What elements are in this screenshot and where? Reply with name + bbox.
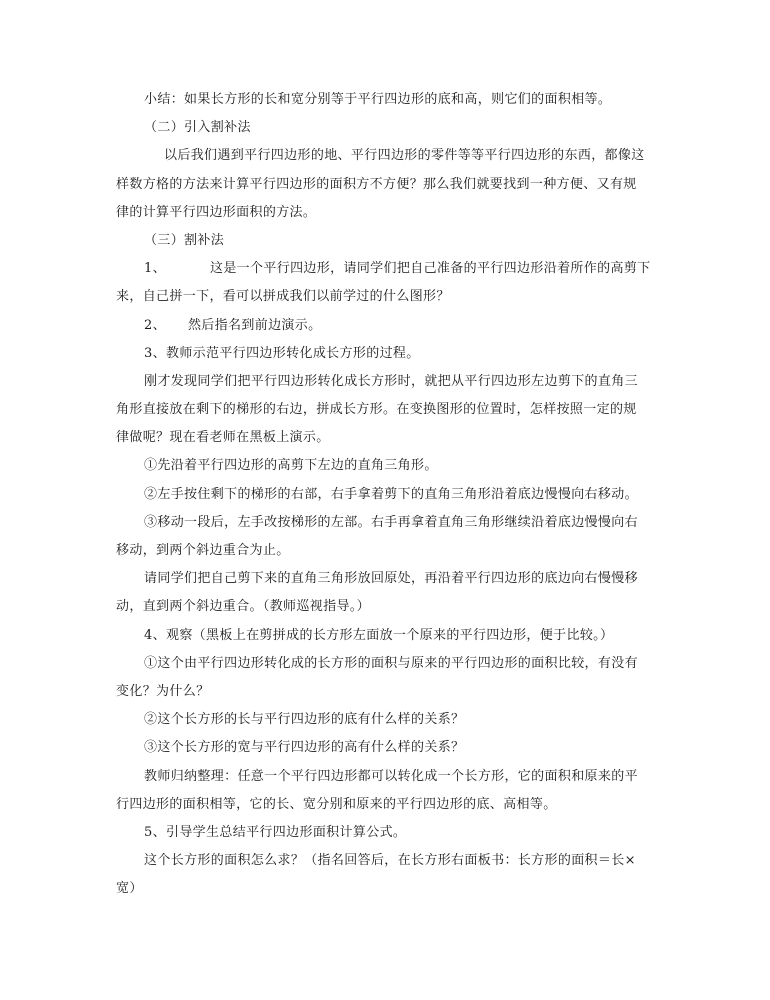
text-span: 以后我们遇到平行四边形的地、平行四边形的零件等等平行四边形的东西，都像这 [164,148,645,164]
text-span: 这个长方形的面积怎么求？（指名回答后，在长方形右面板书：长方形的面积＝长× [144,853,636,869]
text-span: 变化？为什么？ [116,683,210,699]
text-span: 小结：如果长方形的长和宽分别等于平行四边形的底和高，则它们的面积相等。 [144,92,612,107]
text-span: ①这个由平行四边形转化成的长方形的面积与原来的平行四边形的面积比较，有没有 [144,655,638,671]
list-item-2 [116,312,656,340]
paragraph-line [116,368,656,396]
document-body [116,86,656,903]
question-item [116,650,656,678]
text-span: 样数方格的方法来计算平行四边形的面积方不方便？那么我们就要找到一种方便、又有规 [116,176,637,192]
text-span: （二）引入割补法 [144,120,251,136]
text-span: ③这个长方形的宽与平行四边形的高有什么样的关系？ [144,740,465,756]
question-item [116,706,656,734]
text-span: （三）割补法 [144,232,225,248]
step-item [116,481,656,509]
list-item-5 [116,819,656,847]
text-span: 然后指名到前边演示。 [187,317,322,333]
text-span: 宽） [116,881,143,897]
paragraph-line [116,791,656,819]
list-item-4 [116,622,656,650]
text-span: 教师归纳整理：任意一个平行四边形都可以转化成一个长方形，它的面积和原来的平 [144,768,638,784]
text-span: 5、引导学生总结平行四边形面积计算公式。 [144,824,407,840]
text-span: 请同学们把自己剪下来的直角三角形放回原处，再沿着平行四边形的底边向右慢慢移 [144,571,638,587]
list-number: 2、 [144,317,166,333]
text-span: 律做呢？现在看老师在黑板上演示。 [116,430,330,446]
text-span: 3、教师示范平行四边形转化成长方形的过程。 [144,345,420,361]
paragraph-line [116,847,656,875]
paragraph-line [116,142,656,170]
summary-line [116,86,656,114]
paragraph-line [116,424,656,452]
paragraph-line [116,593,656,621]
question-item [116,734,656,762]
paragraph-line [116,875,656,903]
text-span: ②左手按住剩下的梯形的右部，右手拿着剪下的直角三角形沿着底边慢慢向右移动。 [144,486,638,502]
paragraph-line [116,565,656,593]
step-item [116,452,656,480]
paragraph-line [116,396,656,424]
section-heading [116,114,656,142]
text-span: 移动，到两个斜边重合为止。 [116,543,290,558]
paragraph-line [116,678,656,706]
text-span: 刚才发现同学们把平行四边形转化成长方形时，就把从平行四边形左边剪下的直角三 [144,373,638,389]
text-span: 来，自己拼一下，看可以拼成我们以前学过的什么图形？ [116,289,450,305]
paragraph-line [116,171,656,199]
section-heading [116,227,656,255]
paragraph-line [116,283,656,311]
paragraph-line [116,199,656,227]
text-span: 动，直到两个斜边重合。（教师巡视指导。） [116,599,371,615]
text-span: 这是一个平行四边形，请同学们把自己准备的平行四边形沿着所作的高剪下 [209,261,651,277]
text-span: 行四边形的面积相等，它的长、宽分别和原来的平行四边形的底、高相等。 [116,796,557,812]
list-number: 1、 [144,261,166,277]
paragraph-line [116,537,656,565]
text-span: 律的计算平行四边形面积的方法。 [116,204,317,220]
step-item [116,509,656,537]
text-span: 4、观察（黑板上在剪拼成的长方形左面放一个原来的平行四边形，便于比较。） [144,627,614,643]
list-item-1 [116,255,656,283]
text-span: ③移动一段后，左手改按梯形的左部。右手再拿着直角三角形继续沿着底边慢慢向右 [144,514,638,530]
text-span: ①先沿着平行四边形的高剪下左边的直角三角形。 [144,458,438,474]
list-item-3 [116,340,656,368]
paragraph-line [116,763,656,791]
text-span: 角形直接放在剩下的梯形的右边，拼成长方形。在变换图形的位置时，怎样按照一定的规 [116,402,637,418]
text-span: ②这个长方形的长与平行四边形的底有什么样的关系？ [144,712,465,728]
